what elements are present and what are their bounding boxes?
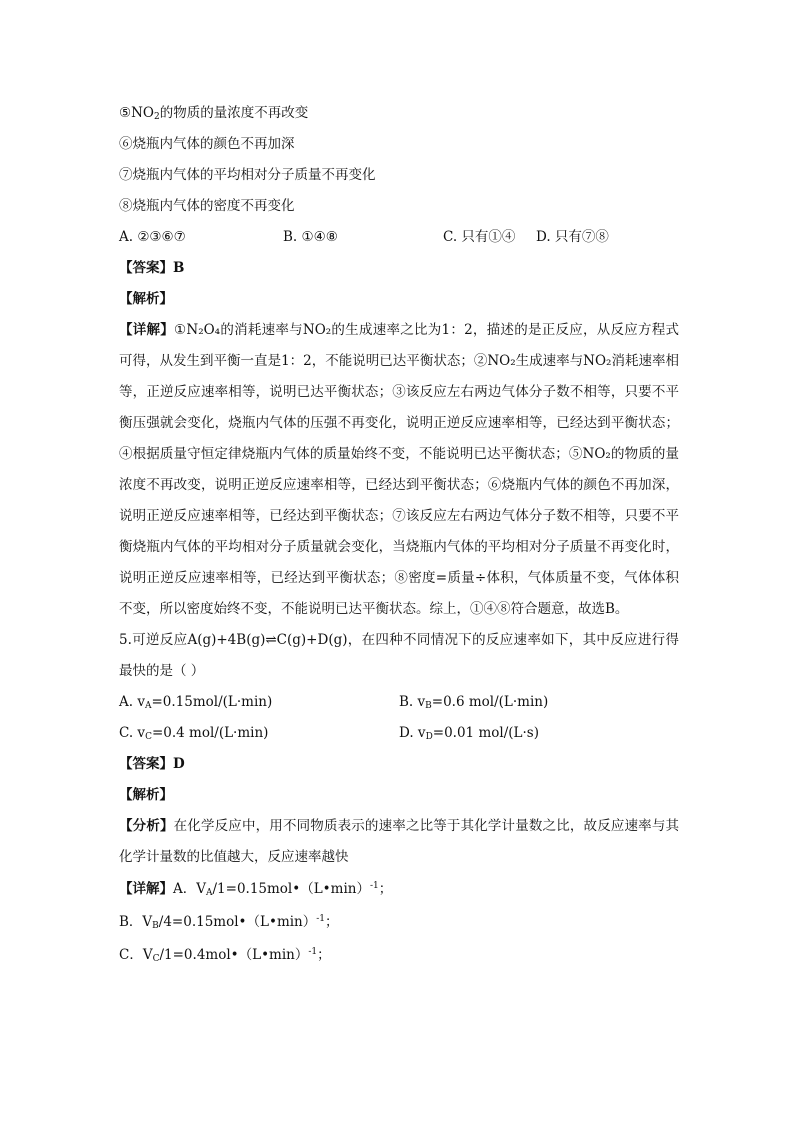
q5-detail-b-prefix: B．V — [119, 914, 153, 930]
q5-stem: 5.可逆反应A(g)+4B(g)⇌C(g)+D(g)，在四种不同情况下的反应速率如下，其中反应进行得最快的是（ ） — [119, 632, 679, 679]
q5-option-a-rest: =0.15mol/(L·min) — [151, 694, 273, 710]
q5-option-b — [399, 687, 679, 718]
q5-detail-a-end: ； — [378, 881, 393, 897]
q5-option-b-sub: B — [425, 701, 432, 711]
q4-item-6: ⑥烧瓶内气体的颜色不再加深 — [119, 136, 295, 152]
q4-analysis-label: 【解析】 — [119, 291, 173, 307]
q5-detail-a — [119, 873, 679, 906]
q5-detail-a-sup: -1 — [369, 881, 379, 891]
q5-detail-c-end: ； — [317, 947, 331, 963]
q4-detail — [119, 315, 679, 625]
q5-detail-c — [119, 939, 679, 972]
q5-analysis-label: 【解析】 — [119, 787, 173, 803]
q5-detail-label: 【详解】 — [119, 881, 173, 897]
q5-answer-value: D — [173, 756, 185, 772]
document-page — [119, 98, 679, 972]
q5-detail-b — [119, 906, 679, 939]
q5-option-d-sub: D — [425, 732, 433, 742]
q5-option-b-prefix: B. v — [399, 694, 426, 710]
q5-option-b-rest: =0.6 mol/(L·min) — [431, 694, 549, 710]
q5-detail-c-rest: /1=0.4mol•（L•min） — [159, 947, 309, 963]
q4-option-a: A. ②③⑥⑦ — [119, 229, 186, 245]
q5-answer — [119, 749, 679, 780]
q4-item-8: ⑧烧瓶内气体的密度不再变化 — [119, 198, 295, 214]
q4-item-5-rest: 的物质的量浓度不再改变 — [159, 105, 309, 121]
q5-detail-b-sub: B — [152, 921, 159, 931]
q4-option-d: D. 只有⑦⑧ — [536, 229, 609, 245]
q5-detail-b-rest: /4=0.15mol•（L•min） — [158, 914, 317, 930]
q4-detail-text: ①N₂O₄的消耗速率与NO₂的生成速率之比为1：2，描述的是正反应，从反应方程式可得，从发生到平衡一直是1：2，不能说明已达平衡状态；②NO₂生成速率与NO₂消耗速率相等，正逆反应速率相等，说明已达平衡状态；③该反应左右两边气体分子数不相等，只要不平衡压强就会变化，烧瓶内气体的压强不再变化，说明正逆反应速率相等，已经达到平衡状态；④根据质量守恒定律烧瓶内气体的质量始终不变，不能说明已达平衡状态；⑤NO₂的物质的量浓度不再改变，说明正逆反应速率相等，已经达到平衡状态；⑥烧瓶内气体的颜色不再加深，说明正逆反应速率相等，已经达到平衡状态；⑦该反应左右两边气体分子数不相等，只要不平衡烧瓶内气体的平均相对分子质量就会变化，当烧瓶内气体的平均相对分子质量不再变化时，说明正逆反应速率相等，已经达到平衡状态；⑧密度=质量÷体积，气体质量不变，气体体积不变，所以密度始终不变，不能说明已达平衡状态。综上，①④⑧符合题意，故选B。 — [119, 322, 680, 617]
q5-options-row-2 — [119, 718, 679, 749]
q4-option-c: C. 只有①④ — [443, 229, 516, 245]
q5-options-row-1 — [119, 687, 679, 718]
q5-detail-a-prefix: A．V — [173, 881, 206, 897]
q5-detail-c-sup: -1 — [308, 947, 318, 957]
q5-analysis-sub-label: 【分析】 — [119, 818, 174, 834]
q5-detail-b-sup: -1 — [316, 914, 326, 924]
q5-detail-a-sub: A — [206, 888, 213, 898]
q5-detail-c-prefix: C．V — [119, 947, 153, 963]
q5-analysis-text: 在化学反应中，用不同物质表示的速率之比等于其化学计量数之比，故反应速率与其化学计量数的比值越大，反应速率越快 — [119, 818, 680, 865]
q5-option-a-sub: A — [144, 701, 152, 711]
q4-item-5-prefix: ⑤NO — [119, 105, 154, 121]
q5-option-c — [119, 718, 399, 749]
q5-detail-c-sub: C — [152, 954, 160, 964]
q5-option-d — [399, 718, 679, 749]
q5-option-c-sub: C — [145, 732, 152, 742]
q5-detail-a-rest: /1=0.15mol•（L•min） — [212, 881, 370, 897]
q5-option-c-prefix: C. v — [119, 725, 146, 741]
q5-option-a-prefix: A. v — [119, 694, 145, 710]
q5-option-a — [119, 687, 399, 718]
q4-answer-label: 【答案】 — [119, 260, 173, 276]
q5-option-c-rest: =0.4 mol/(L·min) — [151, 725, 269, 741]
q5-answer-label: 【答案】 — [119, 756, 173, 772]
q4-item-5 — [119, 98, 679, 129]
q4-answer-value: B — [173, 260, 185, 276]
q4-answer — [119, 253, 679, 284]
q4-options — [119, 222, 679, 253]
q5-option-d-rest: =0.01 mol/(L·s) — [432, 725, 539, 741]
q5-analysis — [119, 811, 679, 873]
q5-option-d-prefix: D. v — [399, 725, 426, 741]
q4-item-7: ⑦烧瓶内气体的平均相对分子质量不再变化 — [119, 167, 376, 183]
q4-detail-label: 【详解】 — [119, 322, 175, 338]
q4-option-b: B. ①④⑧ — [283, 229, 338, 245]
q5-detail-b-end: ； — [325, 914, 339, 930]
q4-item-5-sub: 2 — [153, 112, 160, 122]
